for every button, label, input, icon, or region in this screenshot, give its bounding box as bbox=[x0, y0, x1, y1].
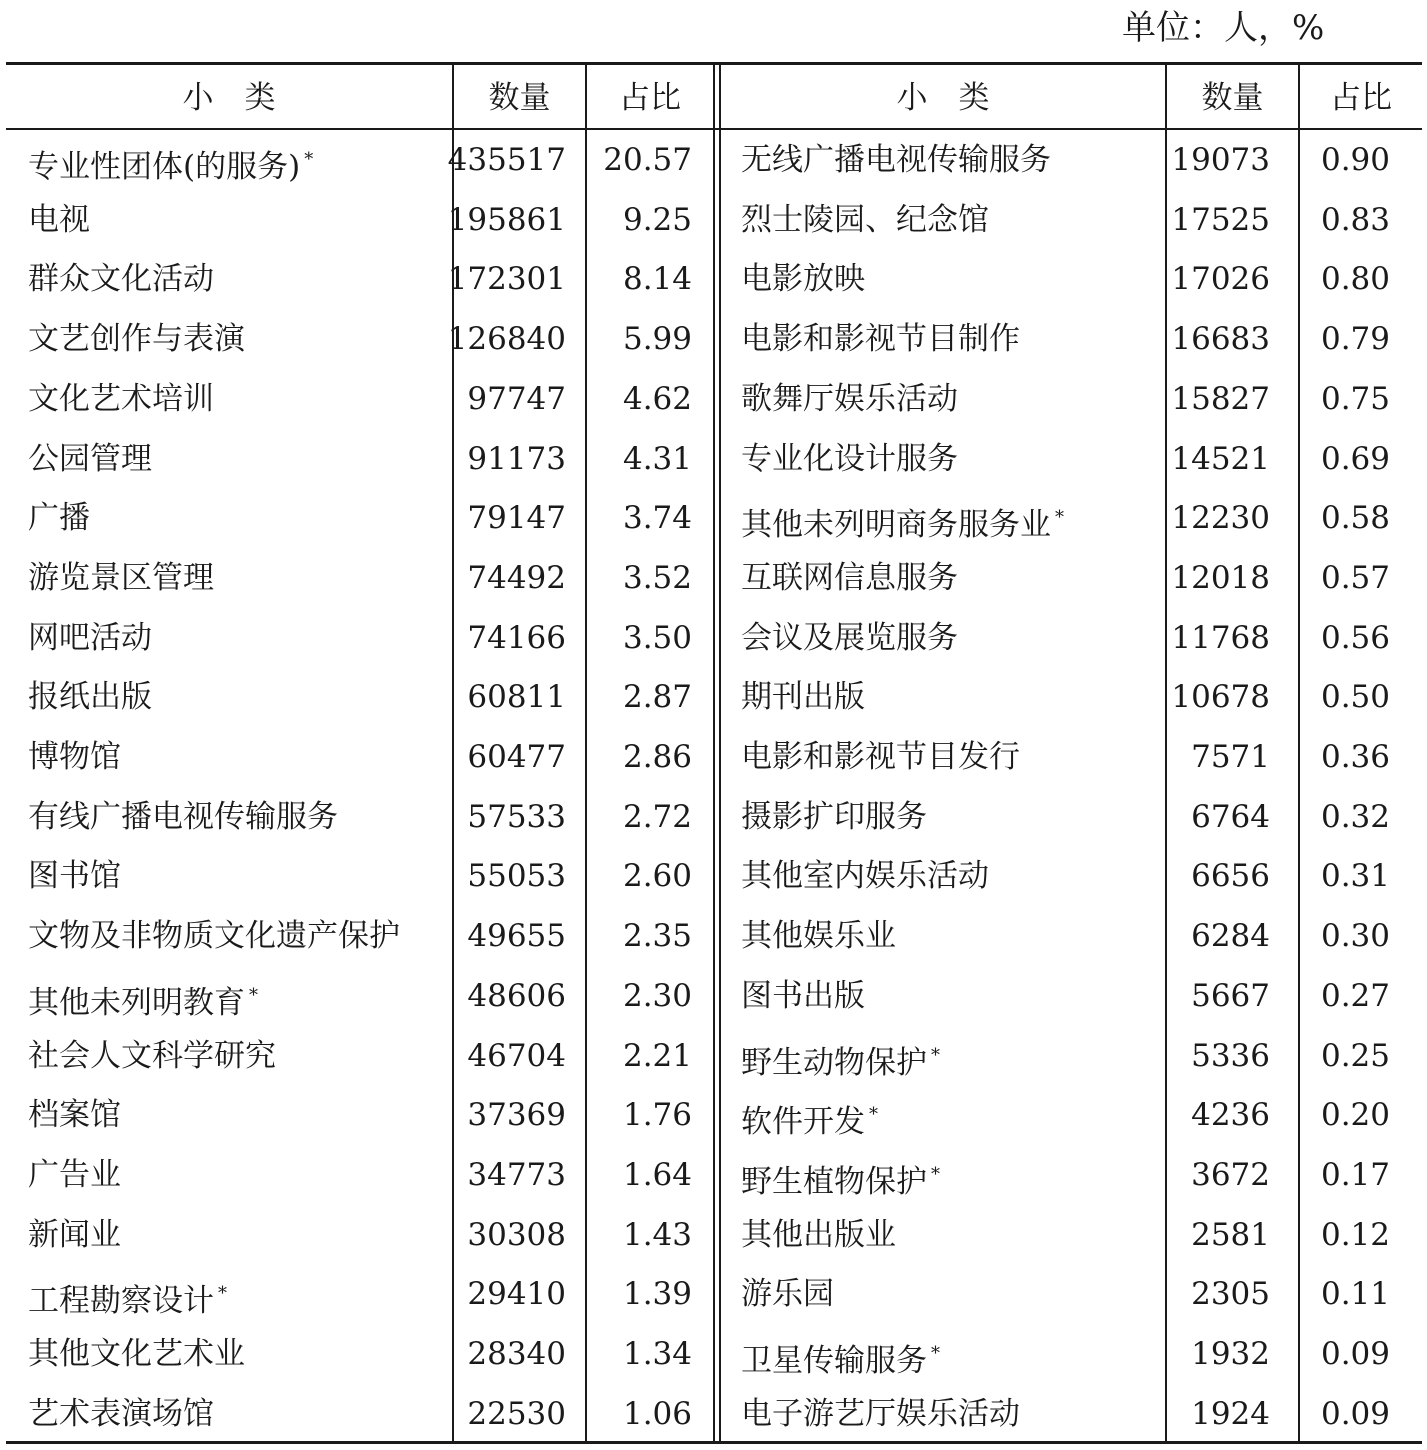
category-name: 摄影扩印服务 bbox=[741, 799, 927, 835]
category-name: 其他出版业 bbox=[741, 1217, 896, 1253]
asterisk-mark: * bbox=[931, 1045, 940, 1066]
row-count-left: 126840 bbox=[447, 321, 566, 357]
row-count-right: 3672 bbox=[1191, 1157, 1270, 1193]
category-name: 游乐园 bbox=[741, 1276, 834, 1312]
row-name-right bbox=[741, 797, 927, 837]
row-name-left bbox=[28, 259, 214, 299]
row-share-left: 1.06 bbox=[622, 1396, 692, 1432]
row-count-right: 12230 bbox=[1171, 500, 1270, 536]
row-name-right bbox=[741, 200, 989, 240]
row-name-left bbox=[28, 558, 214, 598]
row-name-left bbox=[28, 797, 338, 837]
row-count-right: 15827 bbox=[1171, 381, 1270, 417]
category-name: 广播 bbox=[28, 500, 90, 536]
row-count-left: 172301 bbox=[447, 261, 566, 297]
row-count-right: 17525 bbox=[1171, 202, 1270, 238]
category-name: 有线广播电视传输服务 bbox=[28, 799, 338, 835]
row-share-left: 2.60 bbox=[622, 858, 692, 894]
category-name: 电子游艺厅娱乐活动 bbox=[741, 1396, 1020, 1432]
row-share-left: 20.57 bbox=[603, 142, 692, 178]
category-name: 野生植物保护 bbox=[741, 1164, 927, 1200]
category-name: 电影和影视节目制作 bbox=[741, 321, 1020, 357]
category-name: 其他室内娱乐活动 bbox=[741, 858, 989, 894]
header-count-right: 数量 bbox=[1201, 80, 1264, 116]
row-share-right: 0.20 bbox=[1320, 1097, 1390, 1133]
row-count-right: 14521 bbox=[1171, 441, 1270, 477]
row-name-left bbox=[28, 140, 313, 187]
row-share-right: 0.09 bbox=[1320, 1396, 1390, 1432]
header-count-left: 数量 bbox=[488, 80, 551, 116]
row-count-left: 46704 bbox=[467, 1038, 566, 1074]
row-count-left: 60811 bbox=[467, 679, 566, 715]
row-share-left: 2.30 bbox=[622, 978, 692, 1014]
category-name: 其他娱乐业 bbox=[741, 918, 896, 954]
row-count-left: 60477 bbox=[467, 739, 566, 775]
row-share-left: 1.76 bbox=[622, 1097, 692, 1133]
row-share-left: 3.52 bbox=[622, 560, 692, 596]
asterisk-mark: * bbox=[304, 149, 314, 170]
row-share-left: 1.43 bbox=[622, 1217, 692, 1253]
row-share-left: 2.72 bbox=[622, 799, 692, 835]
row-share-right: 0.80 bbox=[1320, 261, 1390, 297]
row-share-left: 8.14 bbox=[622, 261, 692, 297]
row-name-right bbox=[741, 618, 958, 658]
row-count-right: 2581 bbox=[1191, 1217, 1270, 1253]
category-name: 期刊出版 bbox=[741, 679, 865, 715]
category-name: 社会人文科学研究 bbox=[28, 1038, 276, 1074]
category-name: 文艺创作与表演 bbox=[28, 321, 245, 357]
row-name-right bbox=[741, 439, 958, 479]
row-name-right bbox=[741, 1155, 940, 1202]
category-name: 文化艺术培训 bbox=[28, 381, 214, 417]
row-count-left: 74492 bbox=[467, 560, 566, 596]
asterisk-mark: * bbox=[249, 985, 258, 1006]
asterisk-mark: * bbox=[1055, 507, 1064, 528]
category-name: 群众文化活动 bbox=[28, 261, 214, 297]
row-count-left: 74166 bbox=[467, 620, 566, 656]
row-count-right: 17026 bbox=[1171, 261, 1270, 297]
row-share-right: 0.83 bbox=[1320, 202, 1390, 238]
row-share-left: 5.99 bbox=[622, 321, 692, 357]
row-name-left bbox=[28, 379, 214, 419]
row-share-left: 2.35 bbox=[622, 918, 692, 954]
row-name-right bbox=[741, 1095, 878, 1142]
row-count-left: 57533 bbox=[467, 799, 566, 835]
data-table bbox=[6, 62, 1422, 1444]
header-share-right: 占比 bbox=[1330, 80, 1392, 116]
row-name-left bbox=[28, 439, 152, 479]
row-share-right: 0.27 bbox=[1320, 978, 1390, 1014]
row-count-right: 5336 bbox=[1191, 1038, 1270, 1074]
row-count-left: 28340 bbox=[467, 1336, 566, 1372]
row-name-right bbox=[741, 916, 896, 956]
row-count-left: 435517 bbox=[447, 142, 566, 178]
category-name: 图书出版 bbox=[741, 978, 865, 1014]
row-name-right bbox=[741, 259, 865, 299]
row-name-right bbox=[741, 319, 1020, 359]
row-share-left: 1.34 bbox=[622, 1336, 692, 1372]
row-share-left: 1.39 bbox=[622, 1276, 692, 1312]
row-count-right: 4236 bbox=[1191, 1097, 1270, 1133]
category-name: 专业化设计服务 bbox=[741, 441, 958, 477]
category-name: 互联网信息服务 bbox=[741, 560, 958, 596]
row-name-left bbox=[28, 916, 400, 956]
row-share-right: 0.56 bbox=[1320, 620, 1390, 656]
row-count-left: 79147 bbox=[467, 500, 566, 536]
asterisk-mark: * bbox=[931, 1343, 940, 1364]
asterisk-mark: * bbox=[869, 1104, 878, 1125]
row-name-right bbox=[741, 558, 958, 598]
category-name: 公园管理 bbox=[28, 441, 152, 477]
row-count-left: 55053 bbox=[467, 858, 566, 894]
category-name: 档案馆 bbox=[28, 1097, 121, 1133]
row-name-left bbox=[28, 856, 121, 896]
row-name-left bbox=[28, 1215, 121, 1255]
row-share-left: 2.21 bbox=[622, 1038, 692, 1074]
category-name: 文物及非物质文化遗产保护 bbox=[28, 918, 400, 954]
row-name-left bbox=[28, 976, 258, 1023]
row-count-left: 22530 bbox=[467, 1396, 566, 1432]
row-name-right bbox=[741, 498, 1064, 545]
asterisk-mark: * bbox=[218, 1283, 227, 1304]
row-count-right: 16683 bbox=[1171, 321, 1270, 357]
row-name-left bbox=[28, 1095, 121, 1135]
asterisk-mark: * bbox=[931, 1164, 940, 1185]
row-share-right: 0.69 bbox=[1320, 441, 1390, 477]
row-count-left: 195861 bbox=[447, 202, 566, 238]
row-name-left bbox=[28, 677, 152, 717]
row-name-right bbox=[741, 677, 865, 717]
category-name: 电影放映 bbox=[741, 261, 865, 297]
row-name-left bbox=[28, 1274, 227, 1321]
category-name: 艺术表演场馆 bbox=[28, 1396, 214, 1432]
row-count-left: 97747 bbox=[467, 381, 566, 417]
row-share-right: 0.36 bbox=[1320, 739, 1390, 775]
row-share-left: 2.86 bbox=[622, 739, 692, 775]
row-share-right: 0.31 bbox=[1320, 858, 1390, 894]
row-count-right: 11768 bbox=[1171, 620, 1270, 656]
row-name-left bbox=[28, 1334, 245, 1374]
category-name: 网吧活动 bbox=[28, 620, 152, 656]
row-count-right: 7571 bbox=[1191, 739, 1270, 775]
row-count-left: 49655 bbox=[467, 918, 566, 954]
row-name-left bbox=[28, 737, 121, 777]
header-category-left: 小 类 bbox=[182, 80, 276, 116]
row-name-right bbox=[741, 1334, 940, 1381]
row-name-left bbox=[28, 1394, 214, 1434]
row-count-left: 91173 bbox=[467, 441, 566, 477]
header-category-right: 小 类 bbox=[896, 80, 990, 116]
row-share-left: 4.62 bbox=[622, 381, 692, 417]
category-name: 图书馆 bbox=[28, 858, 121, 894]
row-share-left: 4.31 bbox=[622, 441, 692, 477]
category-name: 博物馆 bbox=[28, 739, 121, 775]
row-share-right: 0.79 bbox=[1320, 321, 1390, 357]
row-count-left: 30308 bbox=[467, 1217, 566, 1253]
row-count-right: 6656 bbox=[1191, 858, 1270, 894]
row-name-left bbox=[28, 319, 245, 359]
row-share-left: 3.50 bbox=[622, 620, 692, 656]
row-count-right: 6764 bbox=[1191, 799, 1270, 835]
row-share-right: 0.50 bbox=[1320, 679, 1390, 715]
category-name: 其他未列明教育 bbox=[28, 985, 245, 1021]
category-name: 新闻业 bbox=[28, 1217, 121, 1253]
row-count-left: 48606 bbox=[467, 978, 566, 1014]
row-share-left: 9.25 bbox=[622, 202, 692, 238]
category-name: 其他文化艺术业 bbox=[28, 1336, 245, 1372]
row-count-left: 37369 bbox=[467, 1097, 566, 1133]
category-name: 其他未列明商务服务业 bbox=[741, 507, 1051, 543]
row-name-right bbox=[741, 1274, 834, 1314]
row-name-right bbox=[741, 1215, 896, 1255]
category-name: 卫星传输服务 bbox=[741, 1343, 927, 1379]
row-share-left: 2.87 bbox=[622, 679, 692, 715]
category-name: 广告业 bbox=[28, 1157, 121, 1193]
category-name: 游览景区管理 bbox=[28, 560, 214, 596]
category-name: 野生动物保护 bbox=[741, 1045, 927, 1081]
category-name: 报纸出版 bbox=[28, 679, 152, 715]
row-name-right bbox=[741, 140, 1051, 180]
row-share-right: 0.25 bbox=[1320, 1038, 1390, 1074]
row-count-left: 34773 bbox=[467, 1157, 566, 1193]
row-name-right bbox=[741, 737, 1020, 777]
category-name: 会议及展览服务 bbox=[741, 620, 958, 656]
header-share-left: 占比 bbox=[619, 80, 681, 116]
row-count-right: 10678 bbox=[1171, 679, 1270, 715]
category-name: 电视 bbox=[28, 202, 90, 238]
row-share-right: 0.09 bbox=[1320, 1336, 1390, 1372]
category-name: 工程勘察设计 bbox=[28, 1283, 214, 1319]
row-share-right: 0.57 bbox=[1320, 560, 1390, 596]
row-name-left bbox=[28, 200, 90, 240]
category-name: 专业性团体(的服务) bbox=[28, 149, 301, 185]
row-share-right: 0.58 bbox=[1320, 500, 1390, 536]
row-share-right: 0.12 bbox=[1320, 1217, 1390, 1253]
category-name: 电影和影视节目发行 bbox=[741, 739, 1020, 775]
row-share-right: 0.32 bbox=[1320, 799, 1390, 835]
category-name: 歌舞厅娱乐活动 bbox=[741, 381, 958, 417]
center-double-divider bbox=[719, 62, 721, 1444]
row-count-right: 19073 bbox=[1171, 142, 1270, 178]
row-count-right: 1924 bbox=[1191, 1396, 1270, 1432]
row-share-right: 0.11 bbox=[1320, 1276, 1390, 1312]
category-name: 烈士陵园、纪念馆 bbox=[741, 202, 989, 238]
row-name-right bbox=[741, 379, 958, 419]
row-count-right: 1932 bbox=[1191, 1336, 1270, 1372]
row-name-left bbox=[28, 498, 90, 538]
row-count-right: 12018 bbox=[1171, 560, 1270, 596]
row-share-right: 0.17 bbox=[1320, 1157, 1390, 1193]
row-count-right: 2305 bbox=[1191, 1276, 1270, 1312]
row-share-right: 0.75 bbox=[1320, 381, 1390, 417]
row-name-left bbox=[28, 1155, 121, 1195]
row-name-right bbox=[741, 976, 865, 1016]
center-double-divider bbox=[713, 62, 715, 1444]
row-count-right: 5667 bbox=[1191, 978, 1270, 1014]
category-name: 无线广播电视传输服务 bbox=[741, 142, 1051, 178]
row-share-right: 0.90 bbox=[1320, 142, 1390, 178]
row-share-left: 1.64 bbox=[622, 1157, 692, 1193]
row-count-right: 6284 bbox=[1191, 918, 1270, 954]
category-name: 软件开发 bbox=[741, 1104, 865, 1140]
row-name-left bbox=[28, 618, 152, 658]
row-name-right bbox=[741, 1036, 940, 1083]
row-share-left: 3.74 bbox=[622, 500, 692, 536]
row-name-right bbox=[741, 856, 989, 896]
row-name-right bbox=[741, 1394, 1020, 1434]
unit-label: 单位：人，% bbox=[1122, 8, 1325, 48]
row-count-left: 29410 bbox=[467, 1276, 566, 1312]
row-name-left bbox=[28, 1036, 276, 1076]
row-share-right: 0.30 bbox=[1320, 918, 1390, 954]
